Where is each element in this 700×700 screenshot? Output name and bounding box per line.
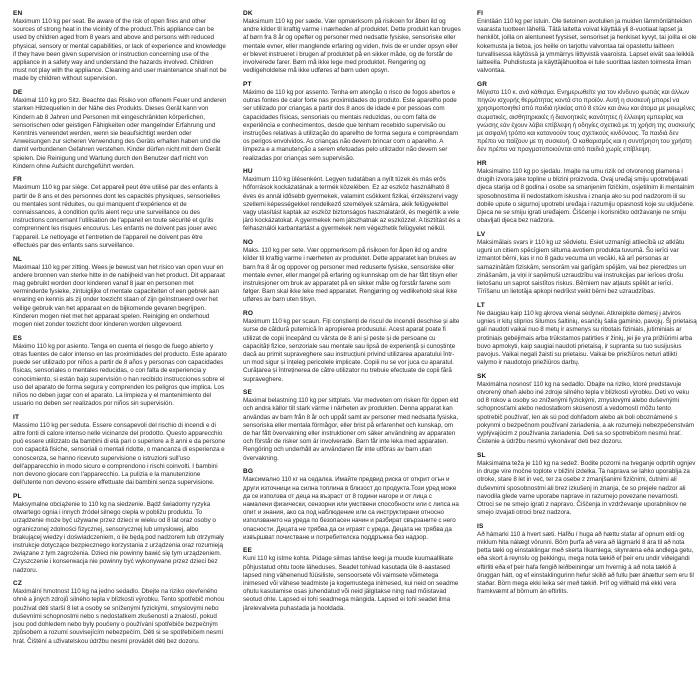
language-code: GR [477, 80, 488, 88]
language-section-sl [477, 452, 697, 517]
language-code: EE [243, 547, 253, 555]
language-code: ES [13, 334, 23, 342]
language-code: HU [243, 168, 253, 176]
language-column-3 [477, 10, 697, 694]
language-section-is [477, 523, 697, 597]
language-section-ro [243, 310, 461, 384]
language-code: SL [477, 451, 486, 459]
safety-text: Maximum 110 kg per seat. Be aware of the risk of open fires and other sources of strong heat in the vicinity of the product.This appliance can be used by children aged from 8 years and above and persons with reduced physical, sensory or mental capabilities, or lack of experience and knowledge if they have been given supervision or instruction concerning use of the appliance in a safety way and understand the hazards involved. Children must not play with the appliance. Cleaning and user maintenance shall not be made by children without supervision. [13, 18, 227, 83]
language-column-2 [243, 10, 461, 694]
language-section-dk [243, 10, 461, 75]
language-section-gr [477, 81, 697, 155]
safety-text: Maksymalne obciążenie to 110 kg na siedzenie. Bądź świadomy ryzyka otwartego ognia i innych źródeł silnego ciepła w pobliżu produktu. To urządzenie może być używane przez dzieci w wieku od 8 lat oraz osoby o ograniczonej zdolności fizycznej, sensorycznej lub umysłowej, albo brakującej wiedzy i doświadczeniem, o ile będą pod nadzorem lub otrzymały instrukcje dotyczące bezpiecznego korzystania z urządzenia oraz rozumieją związane z tym zagrożenia. Dzieci nie powinny bawić się tym urządzeniem. Czyszczenie i konserwacja nie powinny być wykonywane przez dzieci bez nadzoru. [13, 500, 224, 574]
safety-text: Máximo de 110 kg por assento. Tenha em atenção o risco de fogos abertos e outras fontes de calor forte nas proximidades do produto. Este aparelho pode ser utilizado por crianças a partir dos 8 anos de idade e por pessoas com capacidades físicas, sensoriais ou mentais reduzidas, ou com falta de experiência e conhecimentos, desde que tenham recebido supervisão ou instruções relativas à utilização do aparelho de forma segura e compreendam os perigos envolvidos. As crianças não devem brincar com o aparelho. A limpeza e a manutenção a serem efetuadas pelo utilizador não devem ser realizadas por crianças sem supervisão. [243, 88, 459, 162]
language-section-pl [13, 493, 227, 575]
language-code: LV [477, 230, 486, 238]
language-code: LT [477, 301, 485, 309]
language-section-cz [13, 580, 227, 645]
safety-text: Maksimālais svars ir 110 kg uz sēdvietu. Esiet uzmanīgi attiecībā uz atklātu uguni un citiem spēcīgiem siltuma avotiem produkta tuvumā. Šo ierīci var izmantot bērni, kas ir no 8 gadu vecuma un vecāki, kā arī personas ar samazinātām fiziskām, sensorām vai garīgām spējām, vai bez pieredzes un zināšanām, ja viņi ir saņēmuši uzraudzību vai instrukcijas par ierīces drošu lietošanu un saprot saistītos riskus. Bērniem nav atļauts spēlēt ar ierīci. Tīrīšanu un lietotāja apkopi nedrīkst veikt bērni bez uzraudzības. [477, 238, 687, 296]
safety-text: Massimo 110 kg per seduta. Essere consapevoli del rischio di incendi e di altre fonti di calore intenso nelle vicinanze del prodotto. Questo apparecchio può essere utilizzato da bambini di età pari o superiore a 8 anni e da persone con capacità fisiche, sensoriali o mentali ridotte, o mancanza di esperienza e conoscenza, se hanno ricevuto supervisione o istruzioni sull'uso dell'apparecchio in modo sicuro e comprendono i rischi coinvolti. I bambini non devono giocare con l'apparecchio. La pulizia e la manutenzione dell'utente non devono essere effettuate dai bambini senza supervisione. [13, 421, 226, 487]
language-code: PL [13, 492, 22, 500]
language-section-lt [477, 302, 697, 367]
language-code: IT [13, 413, 20, 421]
language-code: FR [13, 176, 23, 184]
language-section-se [243, 389, 461, 463]
language-section-bg [243, 468, 461, 542]
safety-text: Maximálna nosnosť 110 kg na sedadlo. Dbajte na riziko, ktoré predstavuje otvorený oheň alebo iné zdroje silného tepla v blízkosti výrobku. Deti vo veku od 8 rokov a osoby so zníženými fyzickými, zmyslovými alebo duševnými schopnosťami alebo nedostatkom skúseností a vedomostí môžu tento spotrebič používať, len ak sú pod dohľadom alebo ak boli oboznámené s pokynmi o bezpečnom používaní zariadenia, a ak rozumejú nebezpečenstvám vyplývajúcim z používania zariadenia. Deti sa so spotrebičom nesmú hrať. Čistenie a údržbu nesmú vykonávať deti bez dozoru. [477, 380, 695, 446]
language-code: CZ [13, 580, 23, 588]
safety-text: Maximální hmotnost 110 kg na jedno sedadlo. Dbejte na riziko otevřeného ohně a jiných zdrojů silného tepla v blízkosti výrobku. Tento spotřebič mohou používat děti starší 8 let a osoby se sníženými fyzickými, smyslovými nebo duševními schopnostmi nebo s nedostatkem zkušeností a znalostí, pokud jsou pod dohledem nebo byly poučeny o používání spotřebiče bezpečným způsobem a rozumí souvisejícím nebezpečím. Děti si se spotřebičem nesmí hrát. Čištění a uživatelskou údržbu nesmí provádět děti bez dozoru. [13, 588, 225, 645]
language-section-hr [477, 160, 697, 225]
language-section-en [13, 10, 227, 84]
language-code: NL [13, 255, 23, 263]
safety-text: Maksimum 110 kg per sæde. Vær opmærksom på risikoen for åben ild og andre kilder til kraftig varme i nærheden af produktet. Dette produkt kan bruges af børn fra 8 år og opefter og personer med nedsatte fysiske, sensoriske eller mentale evner, eller manglende erfaring og viden, hvis de er under opsyn eller er blevet instrueret i brugen af produktet på en sikker måde, og de forstår de involverede farer. Børn må ikke lege med produktet. Rengøring og vedligeholdelse må ikke udføres af børn uden opsyn. [243, 18, 461, 75]
language-section-fi [477, 10, 697, 75]
safety-text: Ne daugiau kaip 110 kg ąkrova vienai sėdynei. Atkreipkite dėmesį į atviros ugnies ir kitų stiprios šilumos šaltinių, esančių šalia gaminio, pavojų. Šį prietaisą gali naudoti vaikai nuo 8 metų ir asmenys su ribotais fiziniais, jutiminiais ar protiniais gebėjimais arba trūkstamos patirties ir žinių, jei jie yra prižiūrimi arba buvo apmokyti, kaip saugiai naudoti prietaisą, ir supranta su tuo susijusius pavojus. Vaikai negali žaisti su prietaisu. Vaikai be priežiūros neturi atlikti valymo ir naudotojo priežiūros darbų. [477, 309, 697, 367]
safety-text: Máximo 110 kg por asiento. Tenga en cuenta el riesgo de fuego abierto y otras fuentes de calor intenso en las proximidades del producto. Este aparato puede ser utilizado por niños a partir de 8 años y personas con capacidades físicas, sensoriales o mentales reducidas, o con falta de experiencia y conocimiento, si están bajo supervisión o han recibido instrucciones sobre el uso del aparato de forma segura y comprenden los peligros que implica. Los niños no deben jugar con el aparato. La limpieza y el mantenimiento del usuario no deben ser realizados por niños sin supervisión. [13, 342, 227, 408]
safety-text: Maximal belastning 110 kg per sittplats. Var medveten om risken för öppen eld och andra källor till stark värme i närheten av produkten. Denna apparat kan användas av barn från 8 år och uppåt samt av personer med nedsatta fysiska, sensoriska eller mentala förmågor, eller brist på erfarenhet och kunskap, om de har fått övervakning eller instruktioner om säker användning av apparaten och förstår de risker som är involverade. Barn får inte leka med apparaten. Rengöring och underhåll av användaren får inte utföras av barn utan övervakning. [243, 397, 459, 462]
language-section-de [13, 89, 227, 171]
language-code: PT [243, 80, 252, 88]
language-code: RO [243, 310, 254, 318]
language-code: FI [477, 10, 484, 17]
language-code: IS [477, 522, 484, 530]
safety-text: Maximum 110 kg ülésenként. Legyen tudatában a nyílt tüzek és más erős hőforrások kockázatának a termék közelében. Ez az eszköz használható 8 éves és annál idősebb gyermekek, valamint csökkent fizikai, érzékszervi vagy szellemi képességekkel rendelkező személyek számára, akik felügyelettel vagy utasítást kaptak az eszköz biztonságos használatáról, és megértik a vele járó kockázatokat. A gyermekek nem játszhatnak az eszközzel. A tisztítást és a felhasználói karbantartást a gyermekek nem végezhetik felügyelet nélkül. [243, 176, 461, 233]
language-section-nl [13, 256, 227, 330]
language-section-lv [477, 231, 697, 296]
safety-text: Maksimalna teža je 110 kg na sedež. Bodite pozorni na tveganje odprtih ognjev in druge vire močne toplote v bližini izdelka. Ta naprava se lahko uporablja za otroke, stare 8 let in več, ter za osebe z zmanjšanimi fizičnimi, čutnimi ali duševnimi sposobnostmi ali brez izkušenj in znanja, če so prejele nadzor ali navodila glede varne uporabe naprave in razumejo povezane nevarnosti. Otroci se ne smejo igrati z napravo. Čiščenja in vzdrževanje uporabnikov ne smejo izvajati otroci brez nadzora. [477, 459, 696, 517]
language-code: EN [13, 10, 23, 17]
language-section-es [13, 335, 227, 409]
safety-text: Að hámarki 110 á hvert sæti. Hafðu í huga að hættu stafar af opnum eldi og miklum hita nálægt vörunni. Börn þurfa að vera að lágmarki 8 ára til að nota þetta tæki og einstaklingar með skerta líkamlega, skynræna eða andlega getu, eða skort á reynslu og þekkingu, mega nota tækið ef þeir eru undir viðeigandi eftirliti eða ef þeir hafa fengið leiðbeiningar um hvernig á að nota tækið á öruggan hátt, og ef einstaklingurinn hefur skilið að fullu þær áhættur sem eru til staðar. Börn mega ekki leika sér með tækið. Þrif og viðhald má ekki vera framkvæmt af börnum án eftirlits. [477, 530, 694, 596]
language-code: DE [13, 89, 23, 97]
safety-text: Maks. 110 kg per sete. Vær oppmerksom på risikoen for åpen ild og andre kilder til kraftig varme i nærheten av produktet. Dette apparatet kan brukes av barn fra 8 år og oppover og personer med reduserte fysiske, sensoriske eller mentale evner, eller mangel på erfaring og kunnskap om de har fått tilsyn eller instruksjoner om bruk av apparatet på en sikker måte og forstår farene som følger. Barn skal ikke leke med apparatet. Rengjøring og vedlikehold skal ikke utføres av barn uten tilsyn. [243, 247, 458, 304]
safety-text: Maximal 110 kg pro Sitz. Beachte das Risiko von offenem Feuer und anderen starken Hitzequellen in der Nähe des Produkts. Dieses Gerät kann von Kindern ab 8 Jahren und Personen mit eingeschränkten körperlichen, sensorischen oder geistigen Fähigkeiten oder mangelnder Erfahrung und Kenntnis verwendet werden, wenn sie beaufsichtigt werden oder Anweisungen zur sicheren Verwendung des Geräts erhalten haben und die damit verbundenen Gefahren verstehen. Kinder dürfen nicht mit dem Gerät spielen. Die Reinigung und Wartung durch den Benutzer darf nicht von Kindern ohne Aufsicht durchgeführt werden. [13, 97, 227, 170]
safety-text: Kuni 110 kg istme kohta. Pidage silmas lahtise leegi ja muude kuumaallikate põhjustatud ohtu toote läheduses. Seadet tohivad kasutada üle 8-aastased lapsed ning vähenenud füüsiliste, sensoorsete või vaimsete võimetega inimesed või vähese teadmiste ja kogemustega inimesed, kui neid on seadme ohutu kasutamise osas juhendatud või neid jälgitakse ning nad mõistavad seotud ohte. Lapsed ei tohi seadmega mängida. Lapsed ei tohi seadet ilma järelevalveta puhastada ja hooldada. [243, 555, 459, 612]
language-section-hu [243, 168, 461, 233]
language-section-sk [477, 373, 697, 447]
language-section-fr [13, 176, 227, 250]
safety-text: Максимално 110 кг на седалка. Имайте предвид риска от открит огън и други източници на силна топлина в близост до продукта.Този уред може да се използва от деца на възраст от 8 години нагоре и от лица с намалени физически, сензорни или умствени способности или с липса на опит и знания, ако са под наблюдение или са инструктирани относно използването на уреда по безопасен начин и разбират свързаните с него опасности. Децата не трябва да си играят с уреда. Децата не трябва да извършват почистване и потребителска поддръжка без надзор. [243, 476, 459, 541]
language-section-ee [243, 547, 461, 612]
language-code: NO [243, 239, 254, 247]
language-column-1 [13, 10, 227, 694]
language-code: BG [243, 468, 254, 476]
safety-text: Enintään 110 kg per istuin. Ole tietoinen avotulien ja muiden lämmönlähteiden vaarasta tuotteen lähellä. Tätä laitetta voivat käyttää yli 8-vuotiaat lapset ja henkilöt, joilla on alentuneet fyysiset, sensoriset ja henkiset kyvyt, tai joilla ei ole kokemusta ja tietoa, jos heille on tarjottu valvontaa tai opastettu laitteen turvallisessa käytössä ja ymmärrys liittyvistä vaaroista. Lapset eivät saa leikkiä laitteella. Puhdistusta ja käyttäjähuoltoa ei tule suorittaa lasten toimesta ilman valvontaa. [477, 18, 697, 75]
safety-text: Maksimalno 110 kg po sjedalu. Imajte na umu rizik od otvorenog plamena i drugih izvora jake topline u blizini proizvoda. Ovaj uređaj smiju upotrebljavati djeca starija od 8 godina i osobe sa smanjenim fizičkim, osjetilnim ili mentalnim sposobnostima ili nedostatkom iskustva i znanja ako su pod nadzorom ili su dobile upute o sigurnoj upotrebi uređaja i razumiju opasnosti koje su uključene. Djeca ne se smiju igrati uređajem. Čišćenje i korisničko održavanje ne smiju obavljati djeca bez nadzora. [477, 168, 695, 225]
safety-text: Maximum 110 kg par siège. Cet appareil peut être utilisé par des enfants à partir de 8 ans et des personnes dont les capacités physiques, sensorielles ou mentales sont réduites, ou qui manquent d'expérience et de connaissances, à condition qu'ils aient reçu une surveillance ou des instructions concernant l'utilisation de l'appareil en toute sécurité et qu'ils comprennent les risques encourus. Les enfants ne doivent pas jouer avec l'appareil. Le nettoyage et l'entretien de l'appareil ne doivent pas être effectués par des enfants sans surveillance. [13, 184, 221, 249]
language-section-it [13, 414, 227, 488]
language-code: SE [243, 389, 253, 397]
language-section-no [243, 239, 461, 304]
language-code: DK [243, 10, 253, 17]
language-code: HR [477, 160, 487, 168]
safety-text: Maximaal 110 kg per zitting. Wees je bewust van het risico van open vuur en andere bronnen van sterke hitte in de nabijheid van het product. Dit apparaat mag gebruikt worden door kinderen vanaf 8 jaar en personen met verminderde fysieke, zintuiglijke of mentale capaciteiten of een gebrek aan ervaring en kennis als zij onder toezicht staan of zijn geïnstrueerd over het veilige gebruik van het apparaat en de bijkomende gevaren begrijpen. Kinderen mogen niet met het apparaat spelen. Reiniging en onderhoud mogen niet zonder toezicht door kinderen worden uitgevoerd. [13, 263, 225, 328]
language-code: SK [477, 372, 487, 380]
safety-text: Maximum 110 kg per scaun. Fiți conștienți de riscul de incendii deschise și alte surse de căldură puternică în apropierea produsului. Acest aparat poate fi utilizat de copii începând cu vârsta de 8 ani și peste și de persoane cu capacități fizice, senzoriale sau mentale sau lipsă de experiență și cunoștințe dacă au primit supraveghere sau instrucțiuni privind utilizarea aparatului într-un mod sigur și înțeleg pericolele implicate. Copiii nu se vor juca cu aparatul. Curățarea și întreținerea de către utilizator nu trebuie efectuate de copii fără supraveghere. [243, 318, 460, 383]
safety-text: Μέγιστο 110 κ. ανά κάθισμα. Ενημερωθείτε για τον κίνδυνο φωτιάς και άλλων πηγών ισχυρής θερμότητας κοντά στο προϊόν. Αυτή η συσκευή μπορεί να χρησιμοποιηθεί από παιδιά ηλικίας από 8 ετών και άνω και άτομα με μειωμένες σωματικές, αισθητηριακές ή διανοητικές ικανότητες ή έλλειψη εμπειρίας και γνώσης εάν έχουν λάβει επίβλεψη ή οδηγίες σχετικά με τη χρήση της συσκευής με ασφαλή τρόπο και κατανοούν τους σχετικούς κινδύνους. Τα παιδιά δεν πρέπει να παίζουν με τη συσκευή. Ο καθαρισμός και η συντήρηση του χρήστη δεν πρέπει να πραγματοποιούνται από παιδιά χωρίς επίβλεψη. [477, 88, 695, 154]
language-section-pt [243, 81, 461, 163]
